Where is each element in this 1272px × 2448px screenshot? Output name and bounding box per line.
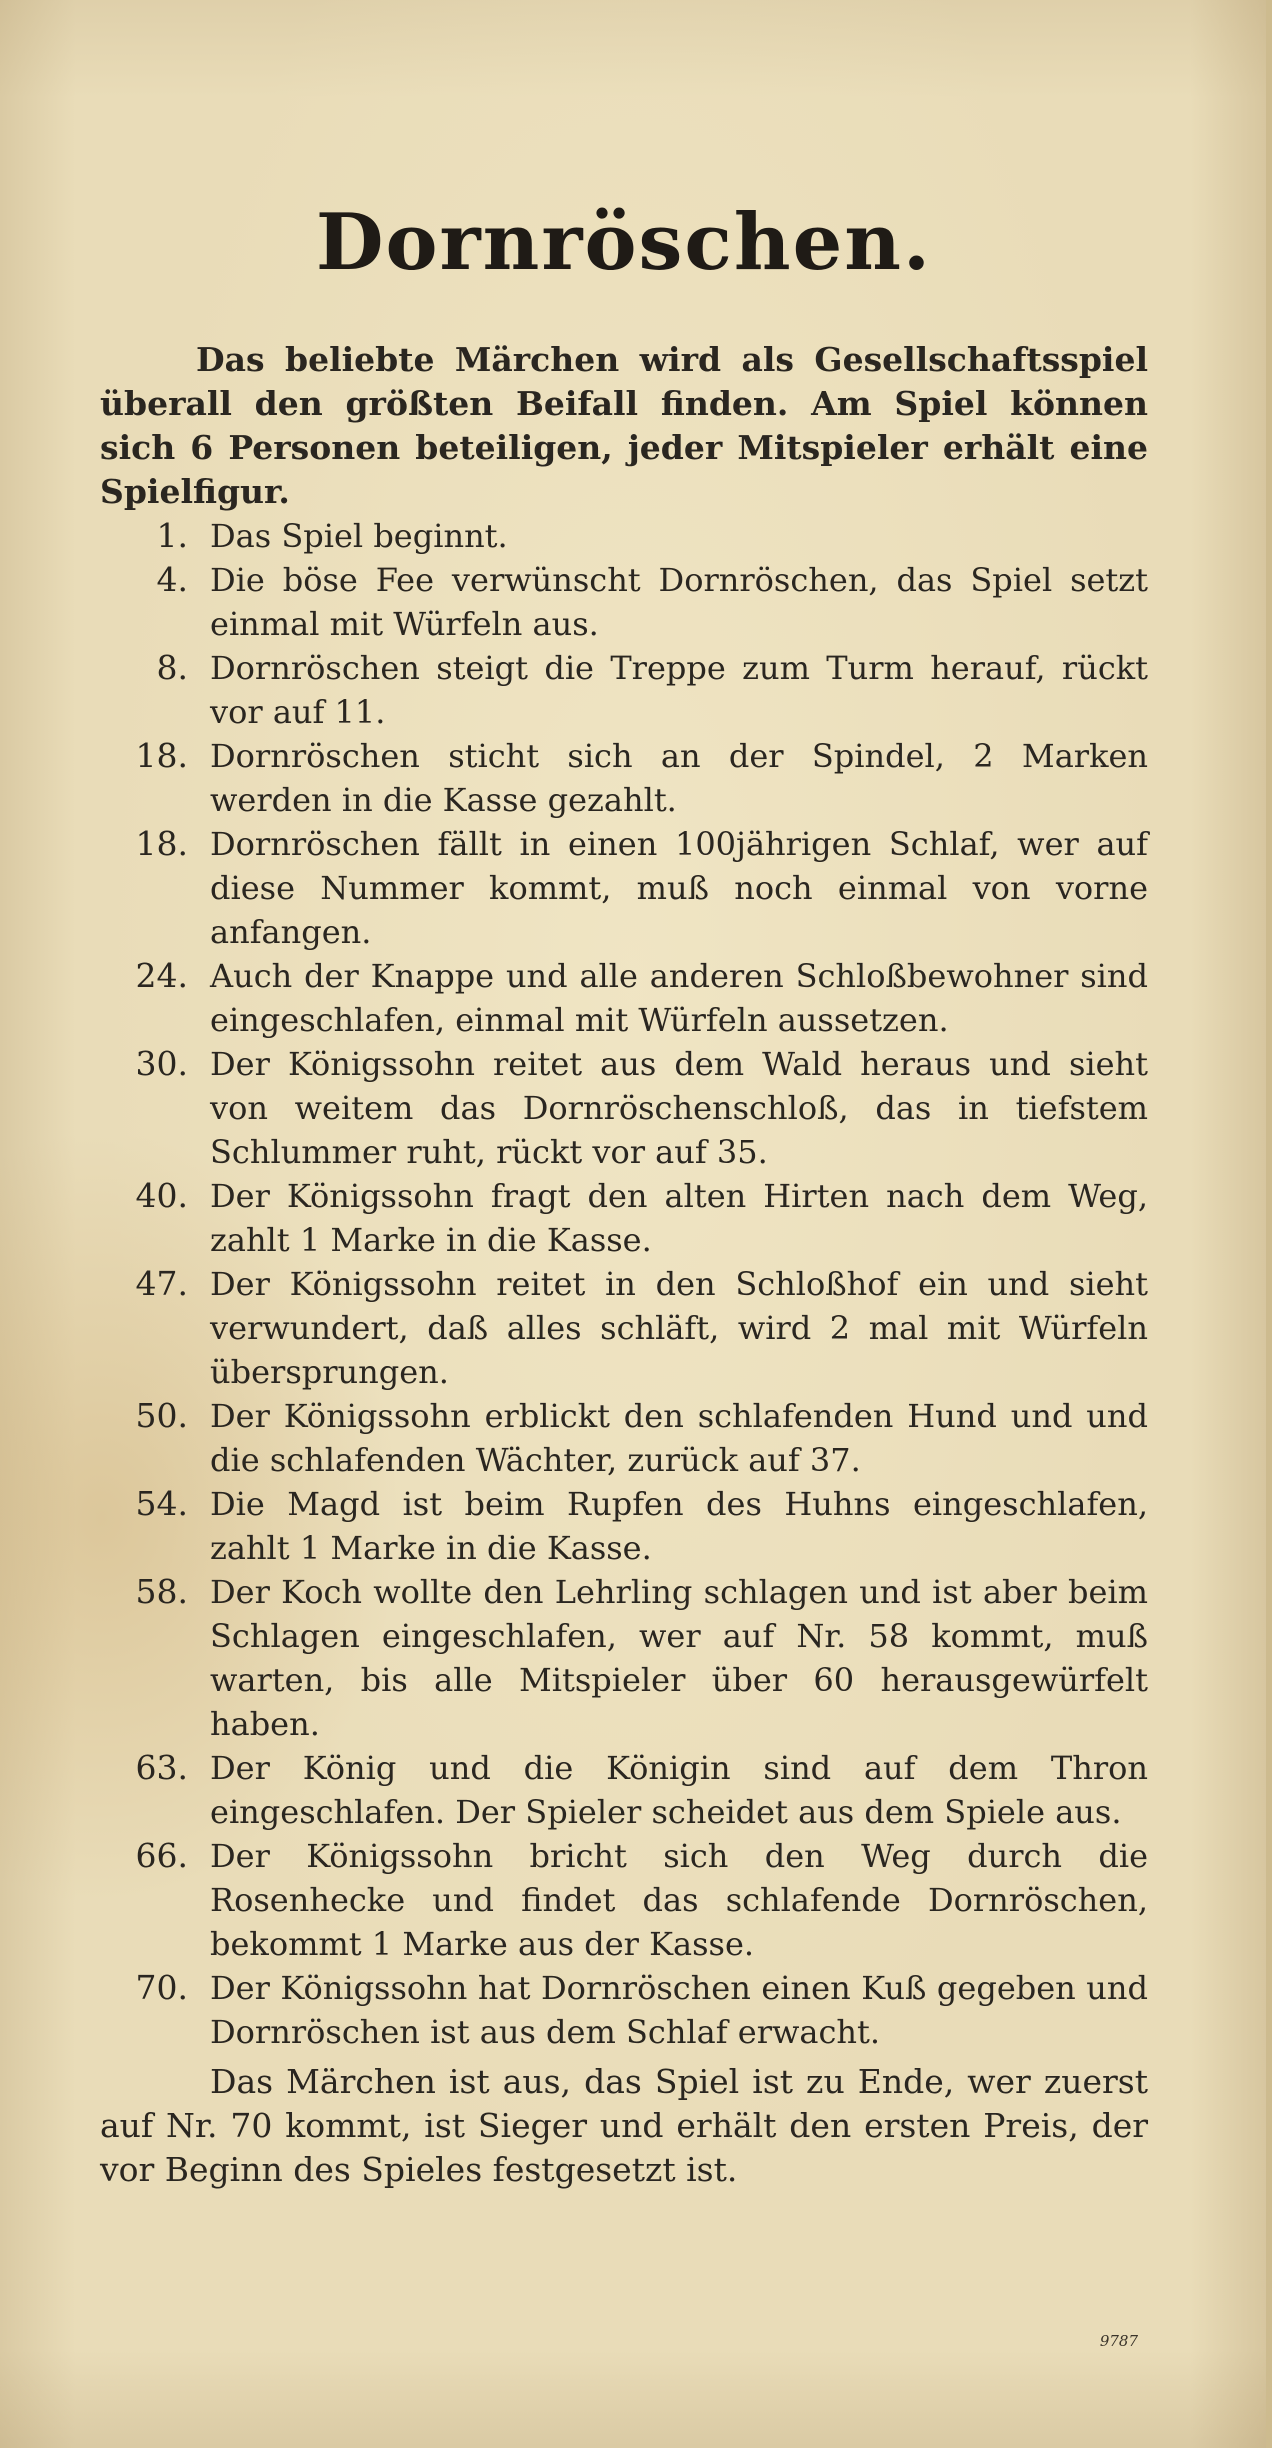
rule-number: 63. [135,1747,188,1787]
rule-text: Der Königssohn bricht sich den Weg durch die Rosenhecke und findet das schlafende Dornröschen, bekommt 1 Marke aus der Kasse. [210,1836,1148,1963]
rule-text: Das Spiel beginnt. [210,516,508,555]
rule-item [100,514,1148,558]
rule-text: Der Königssohn reitet aus dem Wald heraus und sieht von weitem das Dornröschenschloß, das in tiefstem Schlummer ruht, rückt vor auf 35. [210,1044,1148,1171]
rule-item [100,1966,1148,2054]
rule-number: 58. [135,1571,188,1611]
rule-number: 18. [135,823,188,863]
rule-text: Der Königssohn fragt den alten Hirten nach dem Weg, zahlt 1 Marke in die Kasse. [210,1176,1148,1259]
rule-text: Der König und die Königin sind auf dem Thron eingeschlafen. Der Spieler scheidet aus dem Spiele aus. [210,1748,1148,1831]
rule-item [100,558,1148,646]
rule-text: Die böse Fee verwünscht Dornröschen, das Spiel setzt einmal mit Würfeln aus. [210,560,1148,643]
rule-text: Der Koch wollte den Lehrling schlagen und ist aber beim Schlagen eingeschlafen, wer auf Nr. 58 kommt, muß warten, bis alle Mitspieler über 60 herausgewürfelt haben. [210,1572,1148,1743]
rule-item [100,1746,1148,1834]
rule-item [100,1174,1148,1262]
rule-item [100,1262,1148,1394]
rule-item [100,646,1148,734]
rule-number: 8. [156,647,188,687]
rule-text: Der Königssohn reitet in den Schloßhof ein und sieht verwundert, daß alles schläft, wird 2 mal mit Würfeln übersprungen. [210,1264,1148,1391]
intro-paragraph: Das beliebte Märchen wird als Gesellschaftsspiel überall den größten Beifall finden. Am Spiel können sich 6 Personen beteiligen, jeder Mitspieler erhält eine Spielfigur. [100,339,1148,511]
rule-text: Auch der Knappe und alle anderen Schloßbewohner sind eingeschlafen, einmal mit Würfeln aussetzen. [210,956,1148,1039]
rule-number: 70. [135,1967,188,2007]
rule-item [100,1482,1148,1570]
rule-number: 1. [156,515,188,555]
document-body [100,197,1148,2225]
rule-number: 50. [135,1395,188,1435]
print-code: 9787 [1099,2332,1138,2350]
rule-item [100,1394,1148,1482]
rule-text: Dornröschen fällt in einen 100jährigen Schlaf, wer auf diese Nummer kommt, muß noch einmal von vorne anfangen. [210,824,1148,951]
rule-item [100,734,1148,822]
rules-list [100,514,1148,2054]
rule-item [100,1570,1148,1746]
rule-number: 54. [135,1483,188,1523]
rule-number: 24. [135,955,188,995]
rule-text: Dornröschen steigt die Treppe zum Turm herauf, rückt vor auf 11. [210,648,1148,731]
rule-text: Der Königssohn hat Dornröschen einen Kuß gegeben und Dornröschen ist aus dem Schlaf erwacht. [210,1968,1148,2051]
rule-item [100,1834,1148,1966]
rule-number: 4. [156,559,188,599]
closing-paragraph: Das Märchen ist aus, das Spiel ist zu Ende, wer zuerst auf Nr. 70 kommt, ist Sieger und erhält den ersten Preis, der vor Beginn des Spieles festgesetzt ist. [100,2061,1148,2189]
rule-text: Dornröschen sticht sich an der Spindel, 2 Marken werden in die Kasse gezahlt. [210,736,1148,819]
rule-item [100,822,1148,954]
rule-number: 66. [135,1835,188,1875]
rule-item [100,1042,1148,1174]
rule-number: 18. [135,735,188,775]
rule-number: 30. [135,1043,188,1083]
rule-number: 40. [135,1175,188,1215]
document-title: Dornröschen. [315,197,933,288]
rule-text: Der Königssohn erblickt den schlafenden Hund und und die schlafenden Wächter, zurück auf 37. [210,1396,1148,1479]
rule-item [100,954,1148,1042]
rule-number: 47. [135,1263,188,1303]
rule-text: Die Magd ist beim Rupfen des Huhns eingeschlafen, zahlt 1 Marke in die Kasse. [210,1484,1148,1567]
